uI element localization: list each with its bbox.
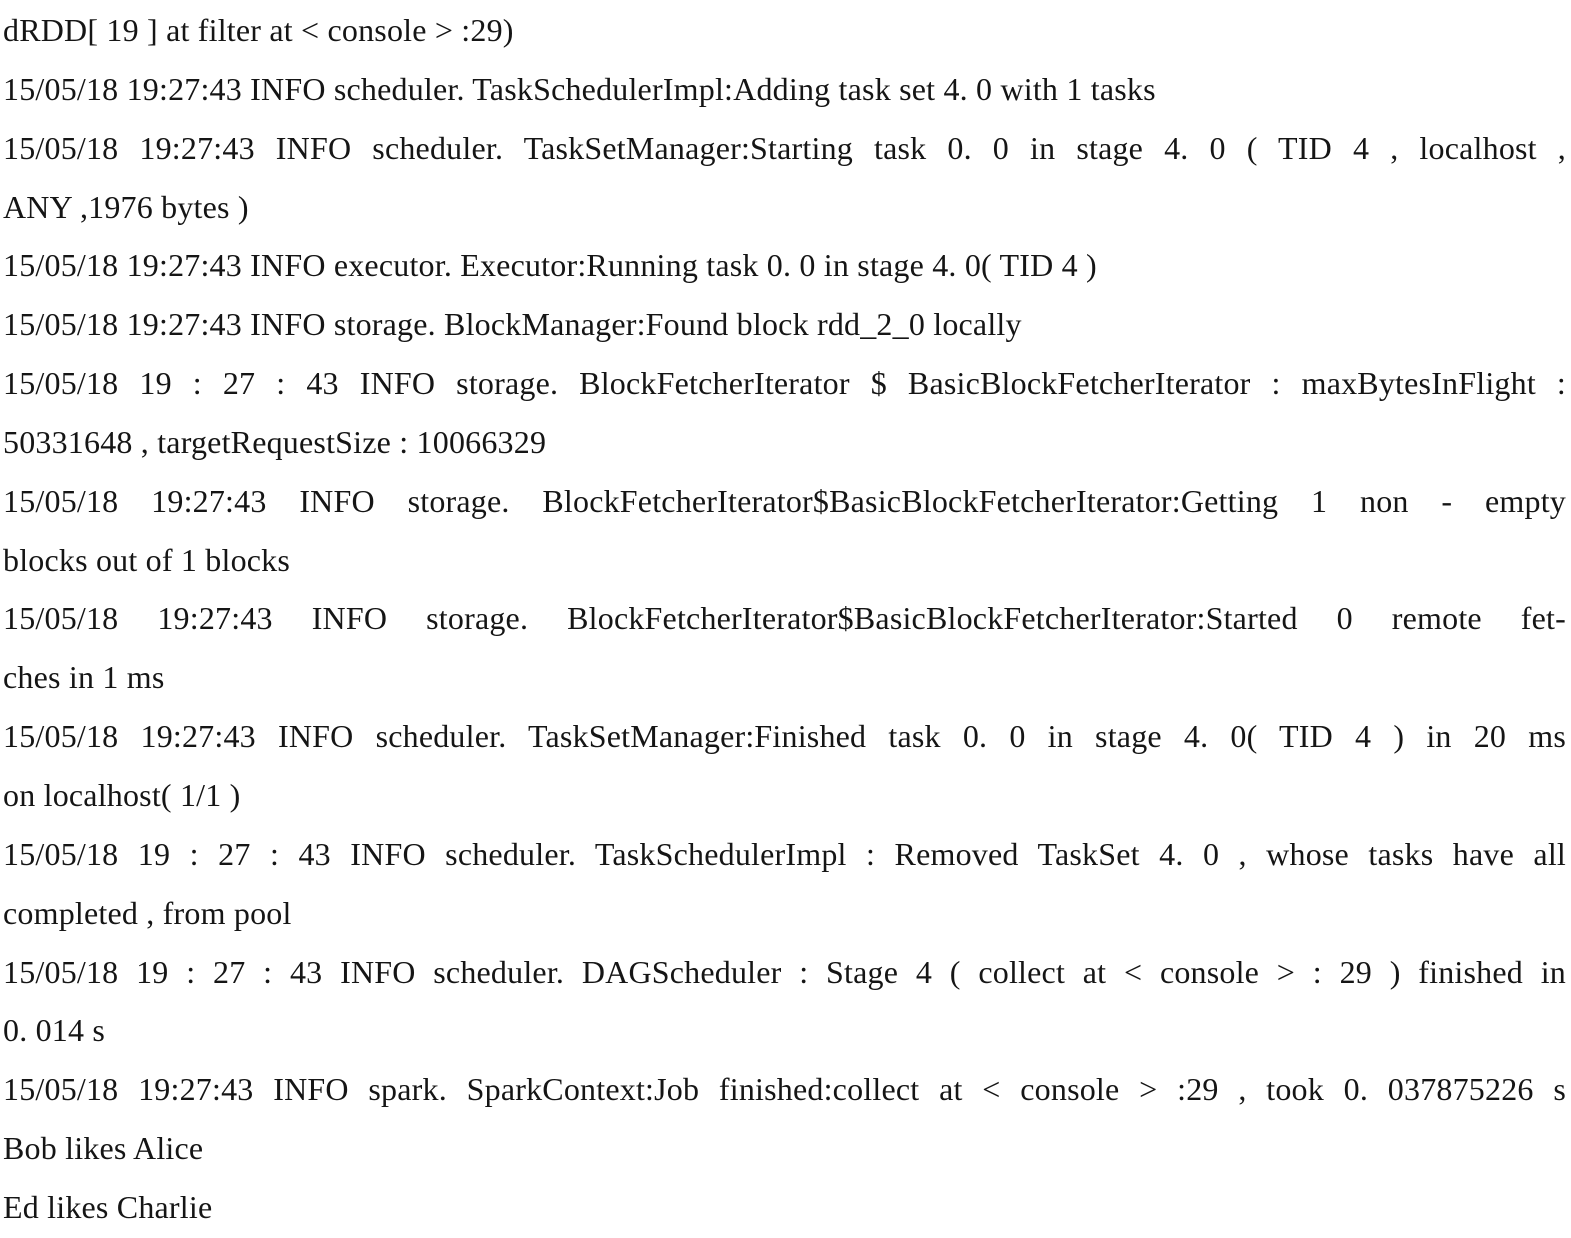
- log-line: Bob likes Alice: [3, 1130, 204, 1167]
- log-line: 15/05/18 19 : 27 : 43 INFO storage. BlockFetcherIterator $ BasicBlockFetcherIterator : maxBytesInFlight :: [3, 365, 1566, 402]
- log-line: 15/05/18 19 : 27 : 43 INFO scheduler. TaskSchedulerImpl : Removed TaskSet 4. 0 , whose tasks have all: [3, 835, 1566, 872]
- log-line: ANY ,1976 bytes ): [3, 188, 249, 225]
- log-line: 50331648 , targetRequestSize : 10066329: [3, 423, 547, 460]
- log-line: Ed likes Charlie: [3, 1188, 213, 1225]
- log-line: 15/05/18 19:27:43 INFO storage. BlockFetcherIterator$BasicBlockFetcherIterator:Getting 1 non - empty: [3, 482, 1566, 519]
- log-line: 15/05/18 19:27:43 INFO storage. BlockFetcherIterator$BasicBlockFetcherIterator:Started 0 remote fet-: [3, 600, 1566, 637]
- log-line: 15/05/18 19:27:43 INFO scheduler. TaskSetManager:Starting task 0. 0 in stage 4. 0 ( TID 4 , localhost ,: [3, 129, 1566, 166]
- log-line: ches in 1 ms: [3, 659, 165, 696]
- log-line: 15/05/18 19 : 27 : 43 INFO scheduler. DAGScheduler : Stage 4 ( collect at < console > : 29 ) finished in: [3, 953, 1566, 990]
- log-line: 15/05/18 19:27:43 INFO scheduler. TaskSetManager:Finished task 0. 0 in stage 4. 0( TID 4 ) in 20 ms: [3, 718, 1566, 755]
- log-line: 15/05/18 19:27:43 INFO spark. SparkContext:Job finished:collect at < console > :29 , took 0. 037875226 s: [3, 1071, 1566, 1108]
- log-line: completed , from pool: [3, 894, 292, 931]
- log-line: blocks out of 1 blocks: [3, 541, 291, 578]
- log-line: 15/05/18 19:27:43 INFO scheduler. TaskSchedulerImpl:Adding task set 4. 0 with 1 tasks: [3, 70, 1156, 107]
- log-line: on localhost( 1/1 ): [3, 776, 241, 813]
- log-line: dRDD[ 19 ] at filter at < console > :29): [3, 12, 514, 48]
- log-line: 15/05/18 19:27:43 INFO storage. BlockManager:Found block rdd_2_0 locally: [3, 306, 1022, 343]
- log-line: 0. 014 s: [3, 1012, 106, 1049]
- log-line: 15/05/18 19:27:43 INFO executor. Executor:Running task 0. 0 in stage 4. 0( TID 4 ): [3, 247, 1097, 284]
